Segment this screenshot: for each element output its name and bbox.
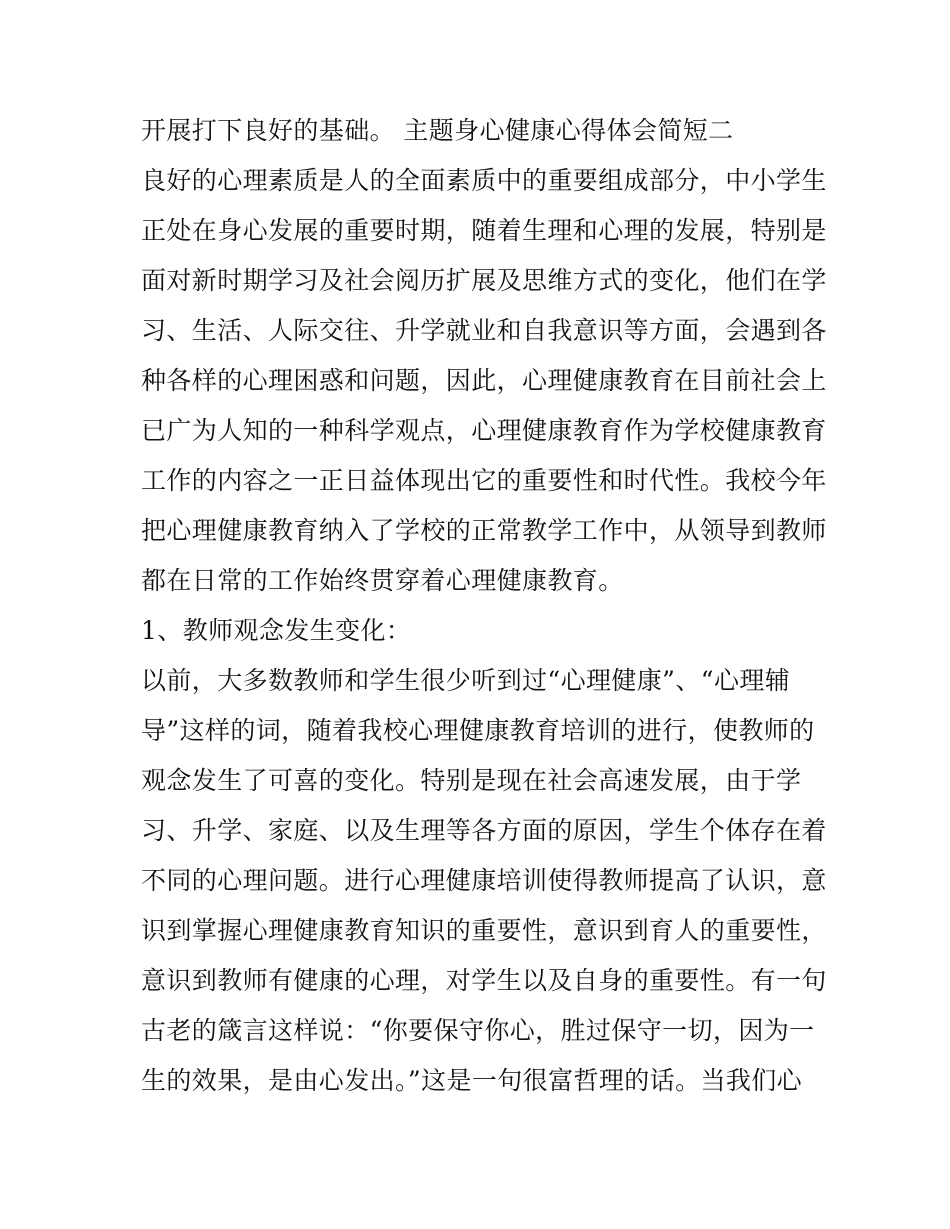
text-line: 面对新时期学习及社会阅历扩展及思维方式的变化，他们在学 [141, 266, 827, 295]
text-line: 种各样的心理困惑和问题，因此，心理健康教育在目前社会上 [141, 366, 827, 395]
text-line: 良好的心理素质是人的全面素质中的重要组成部分，中小学生 [141, 166, 827, 195]
text-line: 把心理健康教育纳入了学校的正常教学工作中，从领导到教师 [141, 516, 827, 545]
text-line: 古老的箴言这样说：“你要保守你心，胜过保守一切，因为一 [141, 1016, 815, 1045]
text-line: 生的效果，是由心发出。”这是一句很富哲理的话。当我们心 [141, 1066, 803, 1095]
text-line: 工作的内容之一正日益体现出它的重要性和时代性。我校今年 [141, 466, 827, 495]
section-heading: 1、教师观念发生变化： [141, 616, 412, 645]
text-line: 开展打下良好的基础。 主题身心健康心得体会简短二 [141, 116, 734, 145]
text-line: 习、生活、人际交往、升学就业和自我意识等方面，会遇到各 [141, 316, 827, 345]
text-line: 观念发生了可喜的变化。特别是现在社会高速发展，由于学 [141, 766, 802, 795]
text-line: 都在日常的工作始终贯穿着心理健康教育。 [141, 566, 624, 595]
text-line: 习、升学、家庭、以及生理等各方面的原因，学生个体存在着 [141, 816, 827, 845]
text-line: 正处在身心发展的重要时期，随着生理和心理的发展，特别是 [141, 216, 827, 245]
text-line: 识到掌握心理健康教育知识的重要性，意识到育人的重要性， [141, 916, 827, 945]
text-line: 导”这样的词，随着我校心理健康教育培训的进行，使教师的 [141, 716, 815, 745]
text-line: 已广为人知的一种科学观点，心理健康教育作为学校健康教育 [141, 416, 827, 445]
text-line: 不同的心理问题。进行心理健康培训使得教师提高了认识，意 [141, 866, 827, 895]
text-line: 以前，大多数教师和学生很少听到过“心理健康”、“心理辅 [141, 666, 791, 695]
text-line: 意识到教师有健康的心理，对学生以及自身的重要性。有一句 [141, 966, 827, 995]
